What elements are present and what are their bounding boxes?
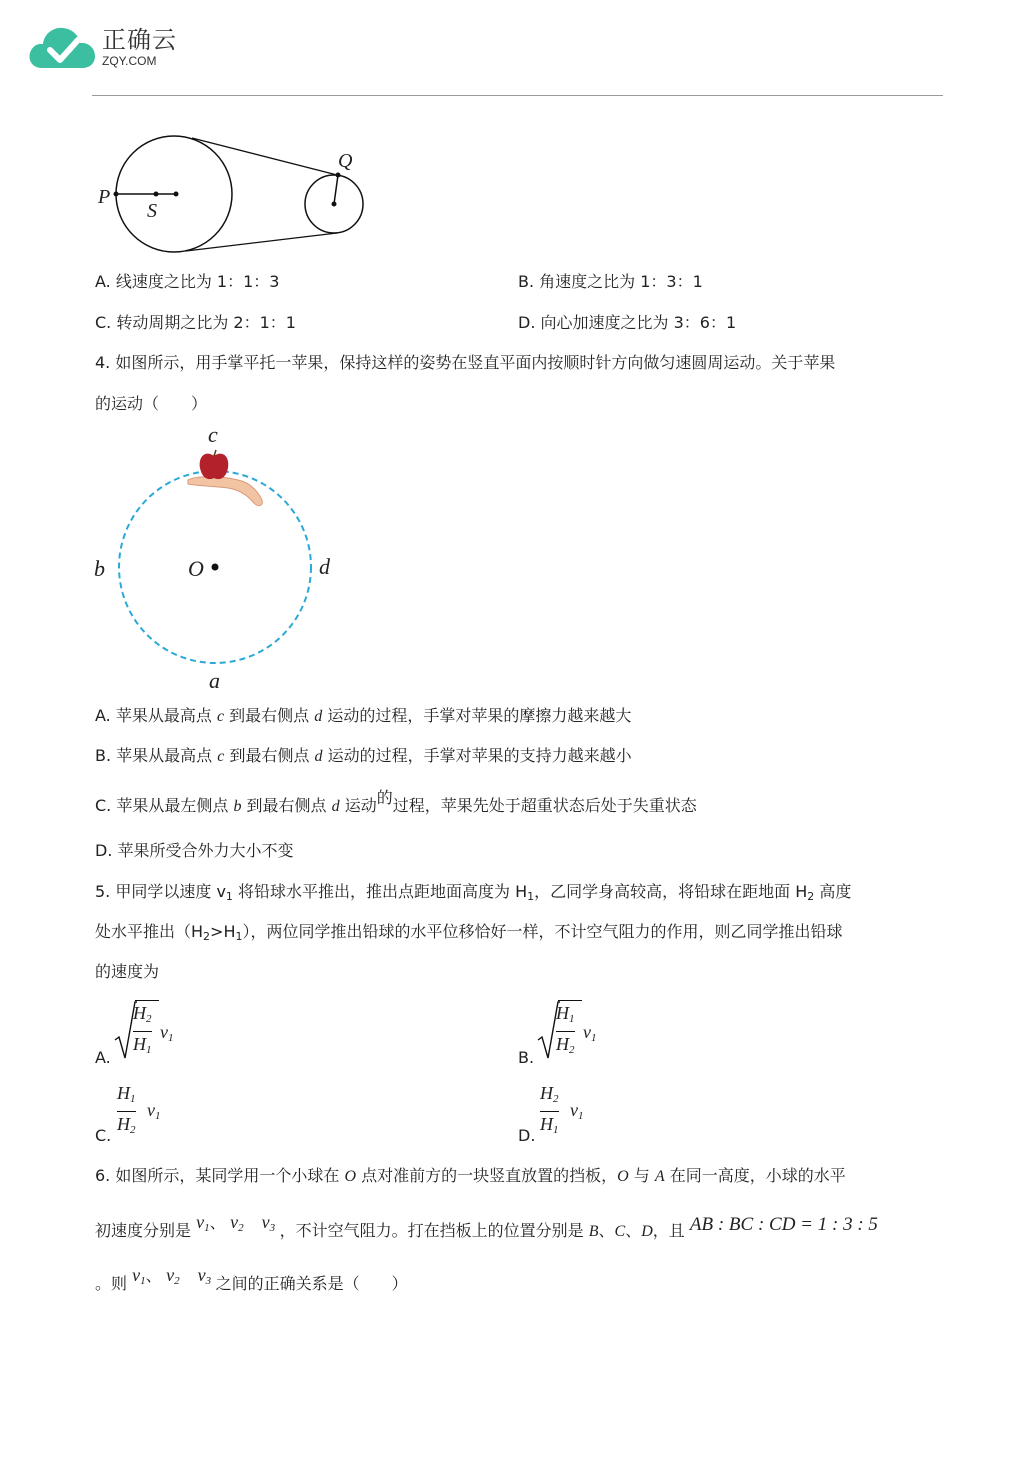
- fraction: [540, 1082, 559, 1141]
- q5-option-b: [518, 998, 718, 1068]
- q4-b-pt-c: c: [217, 748, 225, 765]
- q4-b-pt-d: d: [314, 748, 323, 765]
- q6-point-O: O: [344, 1168, 357, 1185]
- q6-stem-line2: [95, 1212, 878, 1246]
- q5-l1-c: ，乙同学身高较高，将铅球在距地面 H: [534, 882, 808, 901]
- q5-opt-a-label: A.: [95, 1048, 111, 1067]
- q5-option-c: [95, 1082, 295, 1146]
- v1: $v_1$: [583, 1022, 597, 1044]
- point-d-label: d: [319, 554, 330, 579]
- pulley-figure: [90, 128, 380, 258]
- q6-point-D: D: [641, 1223, 653, 1240]
- q5-l2-a: 处水平推出（H: [95, 922, 204, 941]
- q6-l2-b: ，不计空气阻力。打在挡板上的位置分别是: [279, 1221, 589, 1240]
- sub: 1: [130, 1093, 136, 1105]
- cloud-check-icon: [28, 22, 98, 74]
- q4-a-text1: A. 苹果从最高点: [95, 706, 217, 725]
- q5-stem-line3: 的速度为: [95, 962, 160, 981]
- q4-option-a: [95, 706, 631, 727]
- q4-option-b: [95, 746, 632, 767]
- q5-l2-b: >H: [210, 922, 236, 941]
- q4-a-text2: 到最右侧点: [224, 706, 315, 725]
- q6-point-O: O: [617, 1168, 629, 1185]
- brand-name: 正确云: [102, 26, 177, 54]
- q5-option-d: [518, 1082, 718, 1146]
- q6-l2-c: ，且: [652, 1221, 685, 1240]
- q6-l3-b: 之间的正确关系是（ ）: [215, 1274, 408, 1293]
- q4-a-text3: 运动的过程，手掌对苹果的摩擦力越来越大: [322, 706, 632, 725]
- q6-l1-d: 在同一高度，小球的水平: [664, 1166, 846, 1185]
- logo: [28, 22, 188, 78]
- q3-option-c: C. 转动周期之比为 2：1：1: [95, 313, 296, 332]
- label-Q: Q: [338, 150, 353, 172]
- H: H: [133, 1034, 146, 1054]
- q4-c-text3: 运动: [339, 796, 377, 815]
- q4-c-pt-b: b: [233, 798, 242, 815]
- q6-point-B: B: [588, 1223, 599, 1240]
- q6-l1-c: 与: [628, 1166, 655, 1185]
- q5-stem-line1: [95, 882, 851, 907]
- fraction: [117, 1082, 136, 1141]
- sub: 1: [569, 1013, 575, 1025]
- center-O-label: O: [188, 556, 204, 581]
- q6-velocities: $v_1$、 $v_2$ $v_3$: [132, 1265, 212, 1287]
- label-P: P: [98, 186, 111, 208]
- sub: 2: [130, 1124, 136, 1136]
- point-a-label: a: [209, 668, 220, 693]
- q6-l1-a: 6. 如图所示，某同学用一个小球在: [95, 1166, 345, 1185]
- q6-stem-line1: [95, 1166, 846, 1187]
- q6-l2-a: 初速度分别是: [95, 1221, 192, 1240]
- q6-l1-b: 点对准前方的一块竖直放置的挡板，: [356, 1166, 618, 1185]
- q5-option-a: [95, 998, 295, 1068]
- q4-option-c: [95, 788, 697, 817]
- q5-sub: 1: [235, 930, 243, 943]
- sub: 1: [553, 1124, 559, 1136]
- v1: $v_1$: [570, 1100, 584, 1122]
- q4-c-pt-d: d: [331, 798, 340, 815]
- q5-sub: 1: [225, 890, 233, 903]
- q4-b-text3: 运动的过程，手掌对苹果的支持力越来越小: [322, 746, 632, 765]
- q5-opt-b-label: B.: [518, 1048, 535, 1067]
- q4-c-text-de: 的: [376, 788, 393, 807]
- q5-l1-a: 5. 甲同学以速度 v: [95, 882, 226, 901]
- separator: 、: [625, 1221, 642, 1240]
- fraction: [556, 1002, 575, 1061]
- H: H: [133, 1003, 146, 1023]
- q4-b-text1: B. 苹果从最高点: [95, 746, 218, 765]
- q5-opt-d-label: D.: [518, 1126, 536, 1145]
- q3-option-d: D. 向心加速度之比为 3：6：1: [518, 313, 737, 332]
- q5-sub: 2: [203, 930, 211, 943]
- H: H: [540, 1083, 553, 1103]
- sub: 2: [553, 1093, 559, 1105]
- q4-c-text4: 过程，苹果先处于超重状态后处于失重状态: [392, 796, 697, 815]
- v1: $v_1$: [160, 1022, 174, 1044]
- point-b-label: b: [94, 556, 105, 581]
- q6-point-C: C: [614, 1223, 626, 1240]
- q5-l2-c: ），两位同学推出铅球的水平位移恰好一样，不计空气阻力的作用，则乙同学推出铅球: [242, 922, 843, 941]
- q4-option-d: D. 苹果所受合外力大小不变: [95, 841, 294, 860]
- q4-c-text1: C. 苹果从最左侧点: [95, 796, 234, 815]
- circle-motion-figure: [88, 420, 348, 695]
- q5-opt-c-label: C.: [95, 1126, 112, 1145]
- q4-stem-line2: 的运动（ ）: [95, 394, 208, 413]
- q3-option-a: A. 线速度之比为 1：1：3: [95, 272, 280, 291]
- sub: 2: [569, 1044, 575, 1056]
- q4-a-pt-c: c: [216, 708, 225, 725]
- q5-l1-d: 高度: [814, 882, 852, 901]
- sub: 2: [146, 1013, 152, 1025]
- q6-ratio: AB : BC : CD = 1 : 3 : 5: [689, 1214, 878, 1235]
- v1: $v_1$: [147, 1100, 161, 1122]
- q4-a-pt-d: d: [314, 708, 323, 725]
- q5-sub: 1: [527, 890, 535, 903]
- H: H: [556, 1034, 569, 1054]
- brand-domain: ZQY.COM: [102, 54, 157, 68]
- H: H: [117, 1083, 130, 1103]
- q4-c-text2: 到最右侧点: [241, 796, 332, 815]
- q5-l1-b: 将铅球水平推出，推出点距地面高度为 H: [232, 882, 528, 901]
- q6-velocities: $v_1$、 $v_2$ $v_3$: [196, 1212, 276, 1234]
- q4-stem-line1: 4. 如图所示，用手掌平托一苹果，保持这样的姿势在竖直平面内按顺时针方向做匀速圆周运动。关于苹果: [95, 353, 836, 372]
- q3-option-b: B. 角速度之比为 1：3：1: [518, 272, 703, 291]
- H: H: [540, 1114, 553, 1134]
- fraction: [133, 1002, 152, 1061]
- q4-b-text2: 到最右侧点: [224, 746, 315, 765]
- q5-sub: 2: [807, 890, 815, 903]
- sub: 1: [146, 1044, 152, 1056]
- q6-point-A: A: [654, 1168, 665, 1185]
- point-c-label: c: [208, 422, 218, 447]
- q6-stem-line3: [95, 1265, 408, 1299]
- H: H: [117, 1114, 130, 1134]
- header-divider: [92, 95, 943, 96]
- q6-l3-a: 。则: [95, 1274, 128, 1293]
- separator: 、: [598, 1221, 615, 1240]
- label-S: S: [147, 200, 157, 222]
- q5-stem-line2: [95, 922, 843, 947]
- H: H: [556, 1003, 569, 1023]
